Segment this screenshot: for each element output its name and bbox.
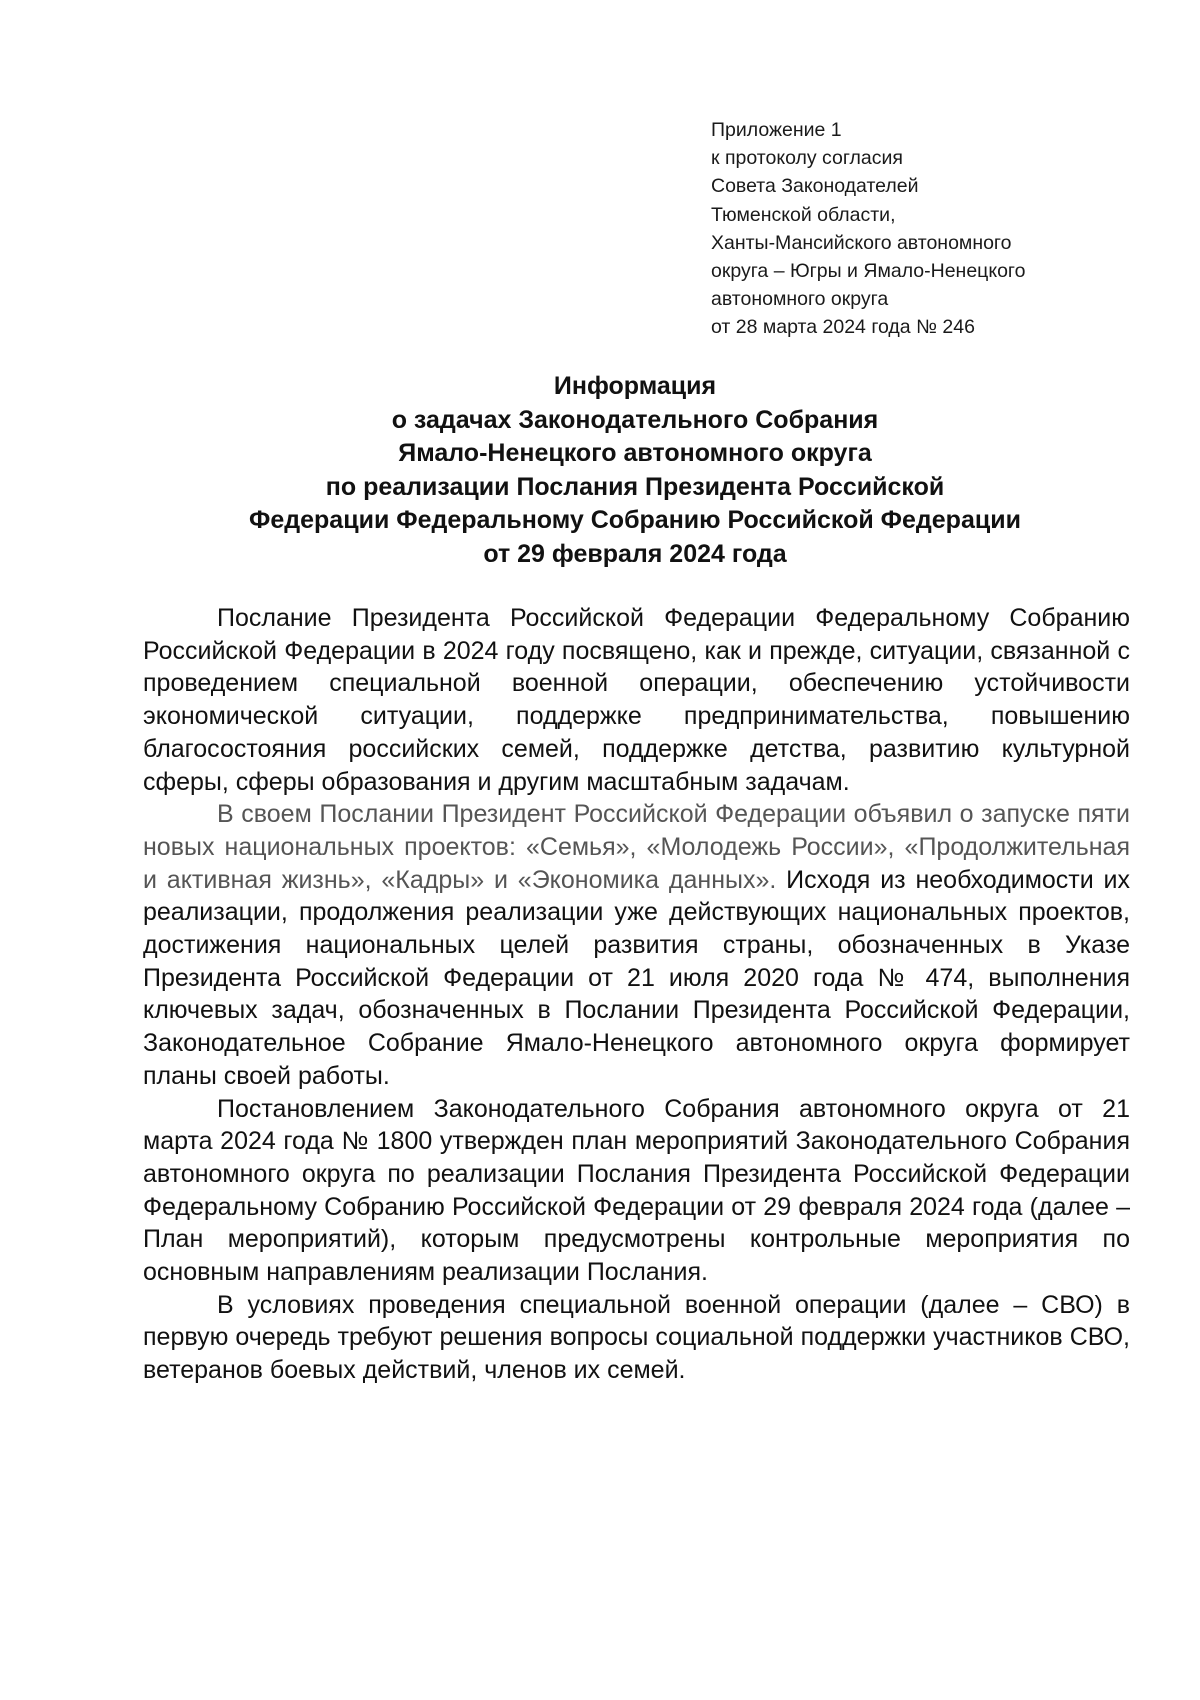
appendix-line: Совета Законодателей — [711, 175, 919, 198]
paragraph-2-national-projects-text: В своем Послании Президент Российской Федерации объявил о запуске пяти новых национальных проектов: «Семья», «Молодежь России», «Продолжительная и активная жизнь», «Кадры» и «Экономика данных». — [143, 800, 1130, 894]
paragraph-2-text: Исходя из необходимости их реализации, продолжения реализации уже действующих национальных проектов, достижения национальных целей развития страны, обозначенных в Указе Президента Российской Федерации от 21 июля 2020 года № 474, выполнения ключевых задач, обозначенных в Послании Президента Российской Федерации, Законодательное Собрание Ямало-Ненецкого автономного округа формирует планы своей работы. — [143, 865, 1131, 1090]
paragraph-4 — [143, 1289, 1130, 1387]
title-line: Информация — [553, 372, 717, 400]
document-title — [130, 370, 1140, 571]
appendix-line: Приложение 1 — [711, 119, 842, 141]
appendix-line: от 28 марта 2024 года № 246 — [711, 316, 975, 339]
title-line: о задачах Законодательного Собрания — [391, 405, 879, 434]
title-line: Федерации Федеральному Собранию Российской Федерации — [249, 506, 1021, 534]
paragraph-1-text: Послание Президента Российской Федерации Федеральному Собранию Российской Федерации в 2024 году посвящено, как и прежде, ситуации, связанной с проведением специальной военной операции, обеспечению устойчивости экономической ситуации, поддержке предпринимательства, повышению благосостояния российских семей, поддержке детства, развитию культурной сферы, сферы образования и другим масштабным задачам. — [143, 604, 1130, 796]
paragraph-1 — [143, 602, 1130, 798]
appendix-line: Тюменской области, — [711, 203, 896, 226]
title-line: по реализации Послания Президента Российской — [325, 472, 945, 501]
appendix-line: Ханты-Мансийского автономного — [711, 231, 1012, 254]
appendix-line: к протоколу согласия — [711, 147, 903, 170]
appendix-line: округа – Югры и Ямало-Ненецкого — [711, 260, 1026, 283]
title-line: Ямало-Ненецкого автономного округа — [398, 439, 872, 467]
paragraph-3 — [143, 1093, 1130, 1289]
document-body — [143, 602, 1130, 1387]
title-line: от 29 февраля 2024 года — [483, 539, 787, 568]
paragraph-3-text: Постановлением Законодательного Собрания автономного округа от 21 марта 2024 года № 1800 утвержден план мероприятий Законодательного Собрания автономного округа по реализации Послания Президента Российской Федерации Федеральному Собранию Российской Федерации от 29 февраля 2024 года (далее – План мероприятий), которым предусмотрены контрольные мероприятия по основным направлениям реализации Послания. — [143, 1094, 1130, 1287]
paragraph-4-text: В условиях проведения специальной военной операции (далее – СВО) в первую очередь требуют решения вопросы социальной поддержки участников СВО, ветеранов боевых действий, членов их семей. — [143, 1290, 1130, 1385]
appendix-line: автономного округа — [711, 288, 889, 311]
appendix-note — [711, 116, 1151, 342]
paragraph-2 — [143, 798, 1130, 1092]
